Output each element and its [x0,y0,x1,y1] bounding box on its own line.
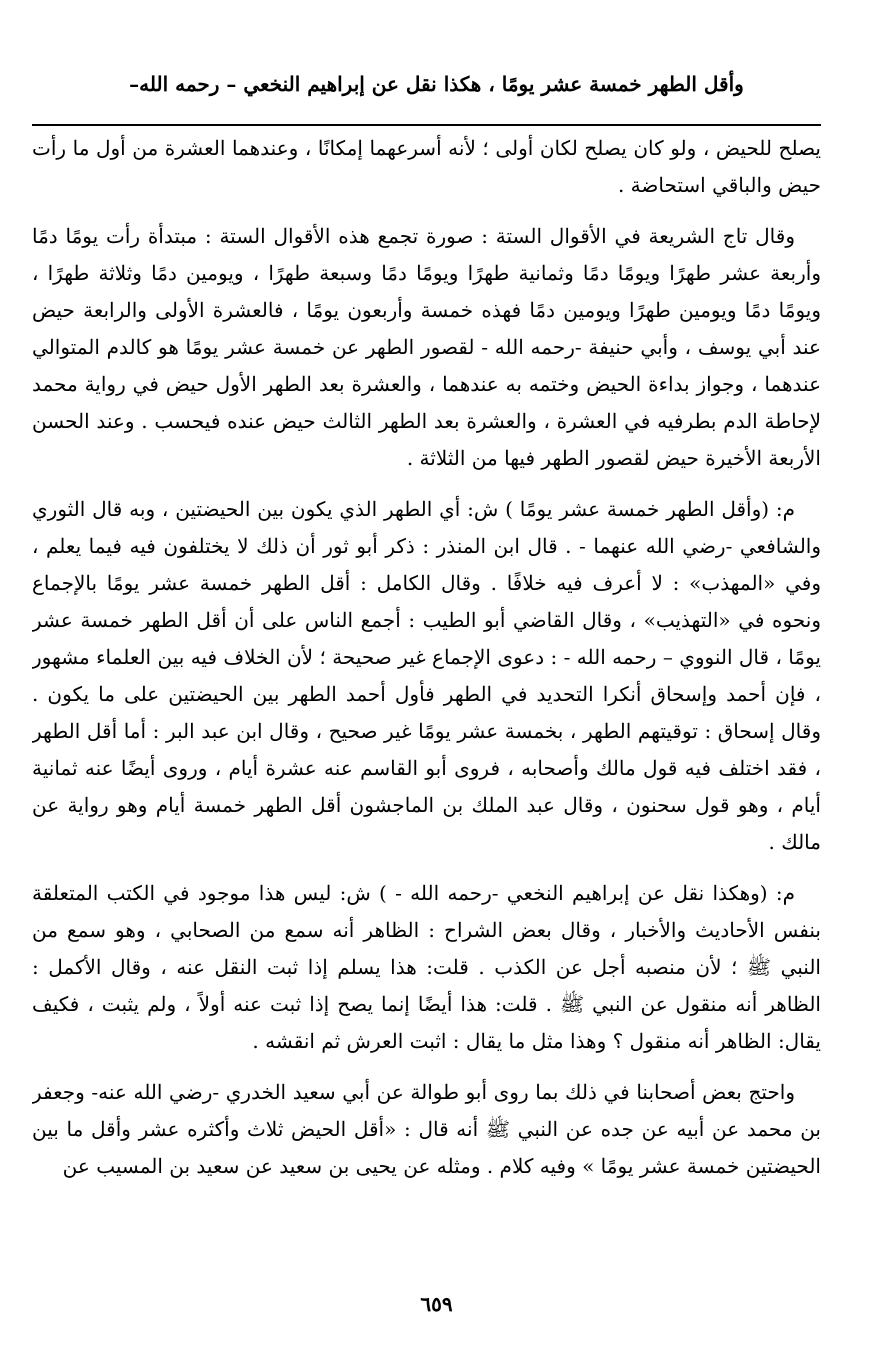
paragraph-3: م: (وأقل الطهر خمسة عشر يومًا ) ش: أي الطهر الذي يكون بين الحيضتين ، وبه قال الثوري والشافعي -رضي الله عنهما - . قال ابن المنذر : ذكر أبو ثور أن ذلك لا يختلفون فيه فيما يعلم ، وفي «المهذب» : لا أعرف فيه خلافًا . وقال الكامل : أقل الطهر خمسة عشر يومًا بالإجماع ونحوه في «التهذيب» ، وقال القاضي أبو الطيب : أجمع الناس على أن أقل الطهر خمسة عشر يومًا ، قال النووي – رحمه الله - : دعوى الإجماع غير صحيحة ؛ لأن الخلاف فيه بين العلماء مشهور ، فإن أحمد وإسحاق أنكرا التحديد في الطهر فأول أحمد الطهر بين الحيضتين على ما يكون . وقال إسحاق : توقيتهم الطهر ، بخمسة عشر يومًا غير صحيح ، وقال ابن عبد البر : أما أقل الطهر ، فقد اختلف فيه قول مالك وأصحابه ، فروى أبو القاسم عنه عشرة أيام ، وروى أيضًا عنه ثمانية أيام ، وهو قول سحنون ، وقال عبد الملك بن الماجشون أقل الطهر خمسة أيام وهو رواية عن مالك . [32,497,821,854]
paragraph-5: واحتج بعض أصحابنا في ذلك بما روى أبو طوالة عن أبي سعيد الخدري -رضي الله عنه- وجعفر بن محمد عن أبيه عن جده عن النبي ﷺ أنه قال : «أقل الحيض ثلاث وأكثره عشر وأقل ما بين الحيضتين خمسة عشر يومًا » وفيه كلام . ومثله عن يحيى بن سعيد عن سعيد بن المسيب عن [32,1080,821,1178]
page-number: ٦٥٩ [420,1292,453,1316]
paragraph-2: وقال تاج الشريعة في الأقوال الستة : صورة تجمع هذه الأقوال الستة : مبتدأة رأت يومًا دمًا وأربعة عشر طهرًا ويومًا دمًا وثمانية طهرًا ويومًا دمًا وسبعة طهرًا ، ويومين دمًا وثلاثة طهرًا ، ويومًا دمًا ويومين طهرًا ويومين دمًا فهذه خمسة وأربعون يومًا ، فالعشرة الأولى والرابعة حيض عند أبي يوسف ، وأبي حنيفة -رحمه الله - لقصور الطهر عن خمسة عشر يومًا هو كالدم المتوالي عندهما ، وجواز بداءة الحيض وختمه به عندهما ، والعشرة بعد الطهر الأول حيض في رواية محمد لإحاطة الدم بطرفيه في العشرة ، والعشرة بعد الطهر الثالث حيض عنده فيحسب . وعند الحسن الأربعة الأخيرة حيض لقصور الطهر فيها من الثلاثة . [32,224,821,470]
header-rule [32,124,821,126]
paragraph-1: يصلح للحيض ، ولو كان يصلح لكان أولى ؛ لأنه أسرعهما إمكانًا ، وعندهما العشرة من أول ما رأت حيض والباقي استحاضة . [32,136,821,197]
running-header: وأقل الطهر خمسة عشر يومًا ، هكذا نقل عن إبراهيم النخعي – رحمه الله– [129,72,744,96]
paragraph-4: م: (وهكذا نقل عن إبراهيم النخعي -رحمه الله - ) ش: ليس هذا موجود في الكتب المتعلقة بنفس الأحاديث والأخبار ، وقال بعض الشراح : الظاهر أنه سمع من الصحابي ، وهو سمع من النبي ﷺ ؛ لأن منصبه أجل عن الكذب . قلت: هذا يسلم إذا ثبت النقل عنه ، وقال الأكمل : الظاهر أنه منقول عن النبي ﷺ . قلت: هذا أيضًا إنما يصح إذا ثبت عنه أولاً ، ولم يثبت ، فكيف يقال: الظاهر أنه منقول ؟ وهذا مثل ما يقال : اثبت العرش ثم انقشه . [32,881,821,1053]
body-text [32,130,821,1260]
